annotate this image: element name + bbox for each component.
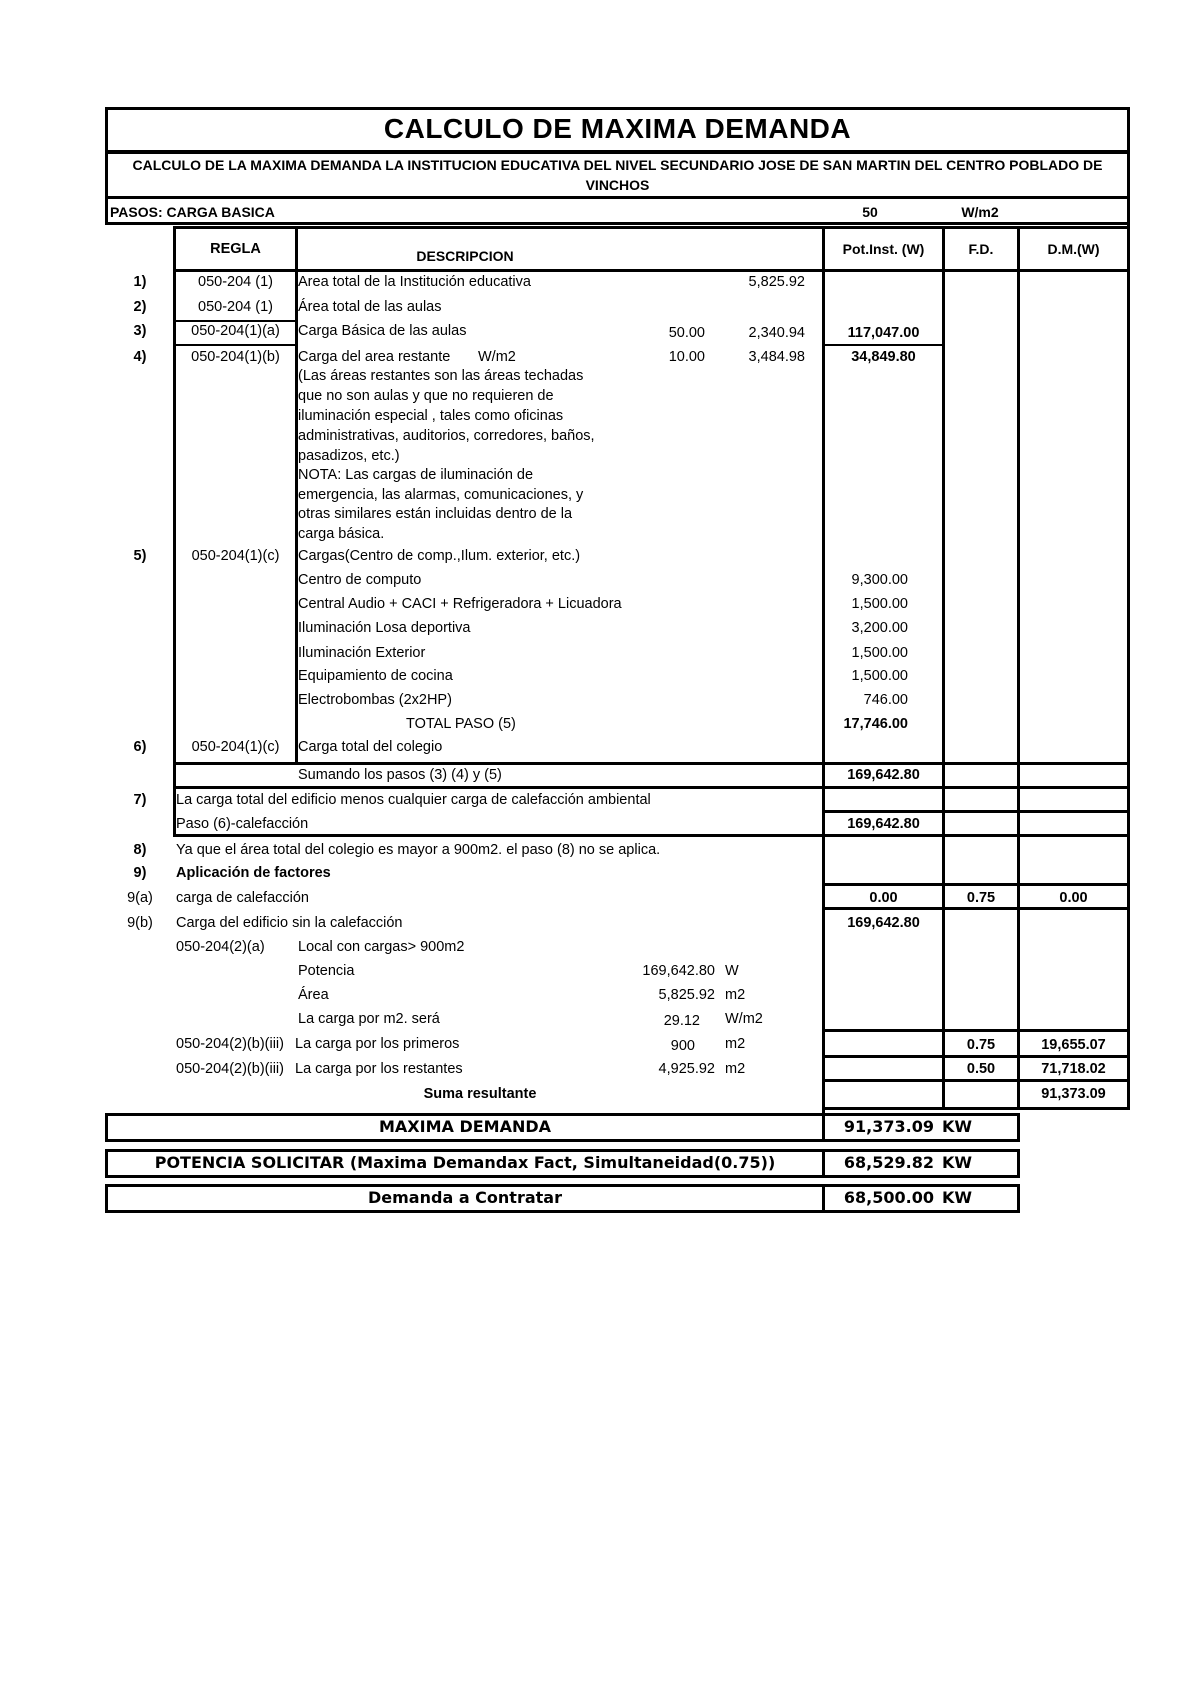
item-pot: 9,300.00 — [851, 572, 908, 588]
carga-m2-unit: W/m2 — [725, 1011, 763, 1027]
row-num: 9) — [133, 865, 147, 881]
note-line: emergencia, las alarmas, comunicaciones, y — [298, 487, 584, 503]
pasos-label: PASOS: CARGA BASICA — [110, 204, 275, 220]
suma-resultante-dm: 91,373.09 — [1041, 1086, 1106, 1102]
r7-bottom — [173, 834, 1130, 837]
demanda-contratar-unit: KW — [942, 1188, 973, 1207]
carga-m2-label: La carga por m2. será — [298, 1011, 440, 1027]
maxima-demanda-unit: KW — [942, 1117, 973, 1136]
item-desc: Electrobombas (2x2HP) — [298, 692, 452, 708]
note-line: que no son aulas y que no requieren de — [298, 388, 554, 404]
pasos-unit: W/m2 — [961, 204, 999, 220]
header-fd: F.D. — [968, 241, 994, 257]
primeros-value: 900 — [670, 1038, 695, 1054]
row-pot: 169,642.80 — [847, 915, 920, 931]
pot-r4-top — [822, 344, 945, 346]
r9b1-bottom — [822, 1055, 1130, 1058]
row-regla: 050-204 (1) — [198, 299, 273, 315]
potencia-value: 169,642.80 — [642, 963, 715, 979]
row-desc: Ya que el área total del colegio es mayor a 900m2. el paso (8) no se aplica. — [176, 842, 661, 858]
note-line: NOTA: Las cargas de iluminación de — [298, 467, 534, 483]
primeros-unit: m2 — [725, 1036, 746, 1052]
potencia-label: Potencia — [298, 963, 355, 979]
fd-col-right — [1017, 270, 1020, 1110]
item-pot: 746.00 — [863, 692, 908, 708]
item-desc: Central Audio + CACI + Refrigeradora + Licuadora — [298, 596, 622, 612]
area-label: Área — [298, 987, 329, 1003]
maxima-demanda-label: MAXIMA DEMANDA — [378, 1117, 552, 1136]
row-dm: 0.00 — [1059, 890, 1088, 906]
row-num: 4) — [133, 349, 147, 365]
r7-pot-bottom — [822, 810, 1130, 813]
row-desc: Carga total del colegio — [298, 739, 443, 755]
item-pot: 1,500.00 — [851, 645, 908, 661]
item-desc: Iluminación Exterior — [298, 645, 426, 661]
item-pot: 1,500.00 — [851, 668, 908, 684]
row-num: 5) — [133, 548, 147, 564]
restantes-regla: 050-204(2)(b)(iii) — [176, 1061, 284, 1077]
demanda-contratar-value: 68,500.00 — [843, 1188, 934, 1207]
sum-bottom — [173, 786, 1130, 789]
header-regla: REGLA — [210, 241, 261, 257]
restantes-desc: La carga por los restantes — [295, 1061, 463, 1077]
row-num: 6) — [133, 739, 147, 755]
note-line: administrativas, auditorios, corredores, baños, — [298, 428, 595, 444]
paso-6-desc: Paso (6)-calefacción — [176, 816, 309, 832]
note-line: carga básica. — [298, 526, 385, 542]
row-num: 9(a) — [127, 890, 153, 906]
primeros-desc: La carga por los primeros — [295, 1036, 460, 1052]
row-desc: Carga Básica de las aulas — [298, 323, 467, 339]
r9a-top — [822, 883, 1130, 886]
row-desc: Área total de las aulas — [298, 299, 442, 315]
restantes-value: 4,925.92 — [658, 1061, 715, 1077]
row-num: 3) — [133, 323, 147, 339]
row-v1: 10.00 — [668, 349, 705, 365]
area-value: 5,825.92 — [658, 987, 715, 1003]
note-line: otras similares están incluidas dentro de la — [298, 506, 573, 522]
sum-top — [173, 762, 1130, 765]
r9a-bottom — [822, 907, 1130, 910]
primeros-dm: 19,655.07 — [1041, 1037, 1106, 1053]
row-desc: Carga del edificio sin la calefacción — [176, 915, 403, 931]
paso-6-pot: 169,642.80 — [847, 816, 920, 832]
row-v2: 5,825.92 — [748, 274, 805, 290]
row-unit: W/m2 — [478, 349, 516, 365]
potencia-solicitar-unit: KW — [942, 1153, 973, 1172]
row-v2: 3,484.98 — [748, 349, 805, 365]
restantes-fd: 0.50 — [966, 1061, 996, 1077]
header-dm: D.M.(W) — [1047, 241, 1100, 257]
row-num: 9(b) — [127, 915, 153, 931]
row-num: 8) — [133, 842, 147, 858]
pasos-bottom-border — [105, 222, 1130, 225]
pasos-value: 50 — [862, 204, 878, 220]
row-desc: Area total de la Institución educativa — [298, 274, 531, 290]
potencia-unit: W — [725, 963, 739, 979]
maxima-demanda-value: 91,373.09 — [843, 1117, 934, 1136]
r9b1-top — [822, 1029, 1130, 1032]
suma-resultante-label: Suma resultante — [423, 1086, 537, 1102]
row-regla: 050-204 (1) — [198, 274, 273, 290]
row-pot: 117,047.00 — [847, 325, 920, 341]
row-desc: Carga del area restante — [298, 349, 451, 365]
note-line: iluminación especial , tales como oficinas — [298, 408, 564, 424]
row-regla: 050-204(1)(c) — [191, 548, 280, 564]
sum-desc: Sumando los pasos (3) (4) y (5) — [298, 767, 502, 783]
restantes-unit: m2 — [725, 1061, 746, 1077]
area-unit: m2 — [725, 987, 746, 1003]
row-desc: carga de calefacción — [176, 890, 309, 906]
item-pot: 1,500.00 — [851, 596, 908, 612]
primeros-regla: 050-204(2)(b)(iii) — [176, 1036, 284, 1052]
right-border — [1127, 199, 1130, 1109]
row-num: 1) — [133, 274, 147, 290]
item-desc: Equipamiento de cocina — [298, 668, 453, 684]
item-desc: Iluminación Losa deportiva — [298, 620, 471, 636]
restantes-dm: 71,718.02 — [1041, 1061, 1106, 1077]
potencia-solicitar-label: POTENCIA SOLICITAR (Maxima Demandax Fact, Simultaneidad(0.75)) — [154, 1153, 776, 1172]
header-pot: Pot.Inst. (W) — [842, 241, 925, 257]
row-pot: 0.00 — [869, 890, 898, 906]
row-v2: 2,340.94 — [748, 325, 805, 341]
pot-col-right — [942, 270, 945, 1110]
note-line: (Las áreas restantes son las áreas techadas — [298, 368, 584, 384]
demanda-contratar-label: Demanda a Contratar — [368, 1188, 562, 1207]
primeros-fd: 0.75 — [966, 1037, 996, 1053]
row-desc: Cargas(Centro de comp.,Ilum. exterior, etc.) — [298, 548, 581, 564]
regla-r4-top — [173, 344, 298, 346]
row-v1: 50.00 — [668, 325, 705, 341]
row-fd: 0.75 — [966, 890, 996, 906]
row-desc: La carga total del edificio menos cualquier carga de calefacción ambiental — [176, 792, 651, 808]
total-paso-5-value: 17,746.00 — [843, 716, 908, 732]
left-border — [105, 199, 108, 224]
suma-bottom — [822, 1107, 1130, 1110]
row-num: 2) — [133, 299, 147, 315]
row-pot: 34,849.80 — [851, 349, 916, 365]
row-num: 7) — [133, 792, 147, 808]
item-pot: 3,200.00 — [851, 620, 908, 636]
rule-desc: Local con cargas> 900m2 — [298, 939, 465, 955]
row-regla: 050-204(1)(c) — [191, 739, 280, 755]
row-regla: 050-204(1)(a) — [191, 323, 280, 339]
sum-pot: 169,642.80 — [847, 767, 920, 783]
carga-m2-value: 29.12 — [663, 1013, 700, 1029]
rule-regla: 050-204(2)(a) — [176, 939, 265, 955]
item-desc: Centro de computo — [298, 572, 422, 588]
r9b2-bottom — [822, 1079, 1130, 1082]
row-desc: Aplicación de factores — [176, 865, 331, 881]
total-paso-5-label: TOTAL PASO (5) — [406, 716, 516, 732]
note-line: pasadizos, etc.) — [298, 448, 400, 464]
page-subtitle: CALCULO DE LA MAXIMA DEMANDA LA INSTITUCION EDUCATIVA DEL NIVEL SECUNDARIO JOSE DE SAN MARTIN DEL CENTRO POBLADO DE VINCHOS — [132, 157, 1103, 193]
row-regla: 050-204(1)(b) — [191, 349, 280, 365]
header-descripcion: DESCRIPCION — [416, 248, 514, 264]
page-title: CALCULO DE MAXIMA DEMANDA — [383, 113, 852, 144]
potencia-solicitar-value: 68,529.82 — [843, 1153, 934, 1172]
